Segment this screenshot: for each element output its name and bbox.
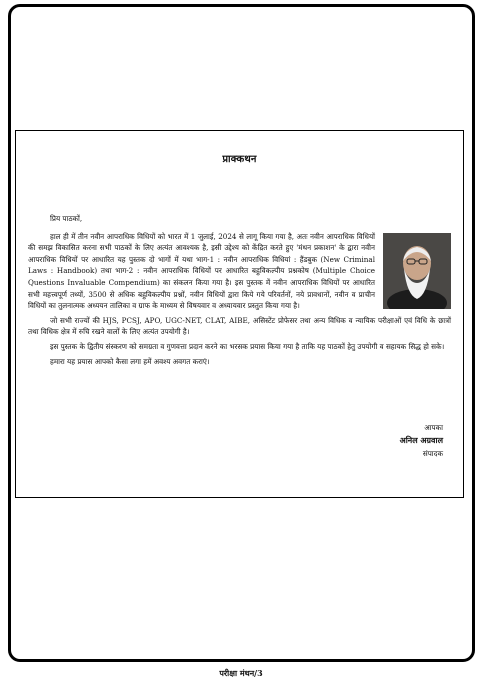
- paragraph-2: जो सभी राज्यों की HJS, PCSJ, APO, UGC-NET, CLAT, AIBE, असिस्टेंट प्रोफेसर तथा अन्य विधिक व न्यायिक परीक्षाओं एवं विधि के छात्रों तथा विधिक क्षेत्र में रुचि रखने वालों के लिए अत्यंत उपयोगी है।: [28, 315, 451, 337]
- preface-box: [15, 130, 464, 498]
- page-footer: परीक्षा मंथन/3: [219, 668, 263, 678]
- author-role: संपादक: [422, 449, 443, 458]
- paragraph-4: हमारा यह प्रयास आपको कैसा लगा हमें अवश्य अवगत कराएं।: [50, 356, 210, 366]
- salutation: आपका: [424, 423, 443, 432]
- preface-body: [28, 213, 451, 370]
- author-name: अनिल अग्रवाल: [399, 435, 443, 445]
- paragraph-1: हाल ही में तीन नवीन आपराधिक विधियों को भारत में 1 जुलाई, 2024 से लागू किया गया है, अतः नवीन आपराधिक विधियों की समझ विकासित करना सभी पाठकों के लिए अत्यंत आवश्यक है, इसी उद्देश्य को केंद्रित करते हुए 'मंथन प्रकाशन' के द्वारा नवीन आपराधिक विधियों पर आधारित यह पुस्तक दो भागों में यथा भाग-1 : नवीन आपराधिक विधियां : हैंडबुक (New Criminal Laws : Handbook) तथा भाग-2 : नवीन आपराधिक विधियों पर आधारित बहुविकल्पीय प्रश्नकोष (Multiple Choice Questions Invaluable Compendium) का संकलन किया गया है। इस पुस्तक में नवीन आपराधिक विधियों पर आधारित सभी महत्त्वपूर्ण तथ्यों, 3500 से अधिक बहुविकल्पीय प्रश्नों, नवीन विधियों द्वारा किये गये परिवर्तनों, नये प्रावधानों, नवीन व प्राचीन विधियों का तुलनात्मक अध्ययन तालिका व ग्राफ के माध्यम से विषयवार व अध्यायवार प्रस्तुत किया गया है।: [28, 231, 375, 311]
- author-photo-image: [383, 233, 451, 309]
- paragraph-3: इस पुस्तक के द्वितीय संस्करण को समग्रता व गुणवत्ता प्रदान करने का भरसक प्रयास किया गया है ताकि यह पाठकों हेतु उपयोगी व सहायक सिद्ध हो सके।: [50, 341, 445, 351]
- signature-block: [400, 421, 443, 460]
- preface-title: प्राक्कथन: [222, 154, 257, 165]
- author-portrait: [383, 233, 451, 309]
- greeting: प्रिय पाठकों,: [50, 214, 83, 223]
